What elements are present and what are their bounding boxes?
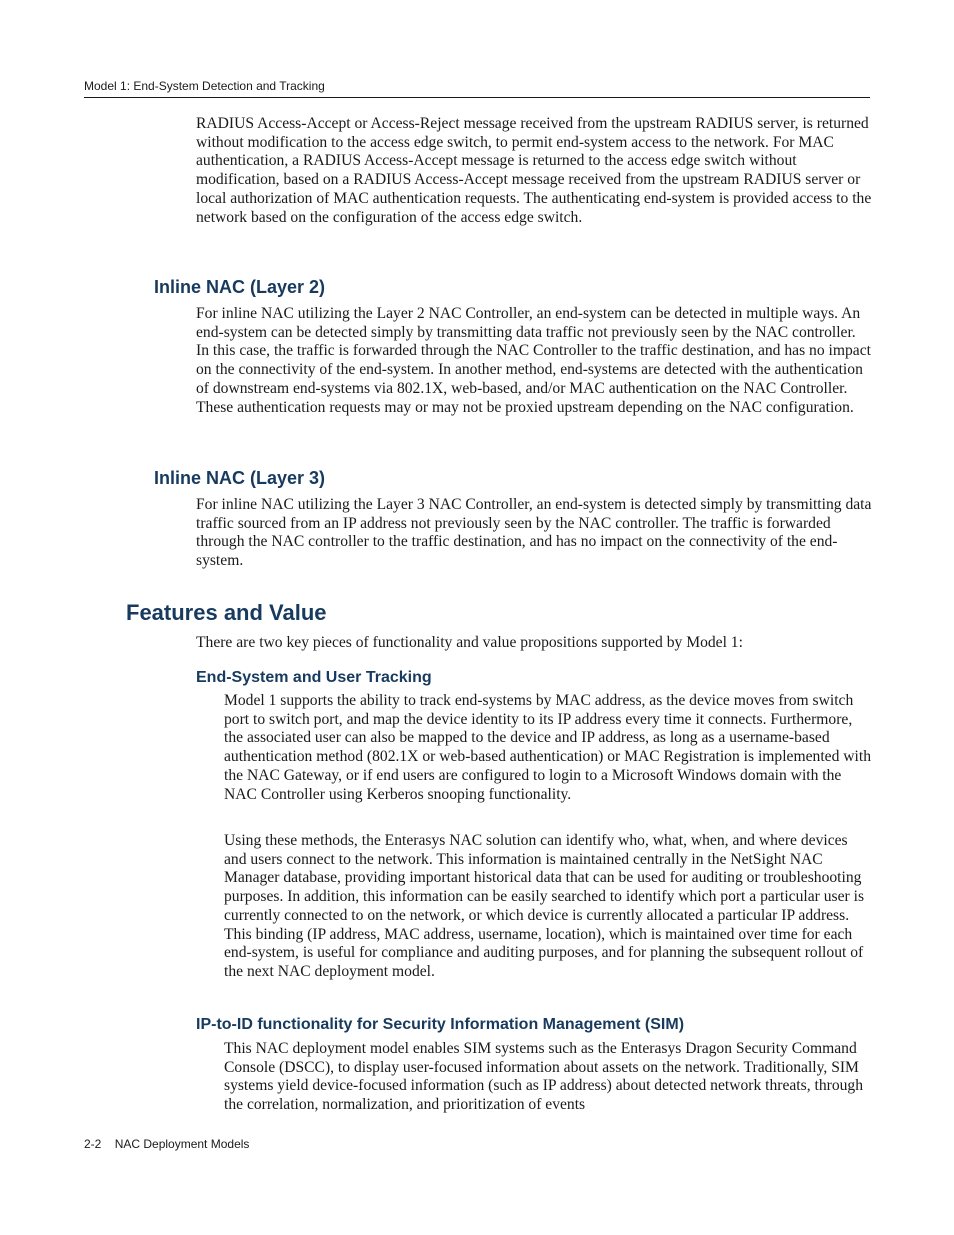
sim-paragraph: This NAC deployment model enables SIM systems such as the Enterasys Dragon Security Command Console (DSCC), to display user-focused information about assets on the network. Traditionally, SIM systems yield device-focused information (such as IP address) about detected network threats, through the correlation, normalization, and prioritization of events: [224, 1040, 864, 1114]
header-divider: [84, 97, 870, 98]
heading-features-and-value: Features and Value: [126, 600, 327, 625]
inline-layer-2-paragraph: For inline NAC utilizing the Layer 2 NAC Controller, an end-system can be detected in multiple ways. An end-system can be detected simply by transmitting data traffic not previously seen by the NAC controller. In this case, the traffic is forwarded through the NAC Controller to the traffic destination, and has no impact on the connectivity of the end-system. In another method, end-systems are detected with the authentication of downstream end-systems via 802.1X, web-based, and/or MAC authentication on the NAC Controller. These authentication requests may or may not be proxied upstream depending on the NAC configuration.: [196, 305, 871, 416]
page-footer: [84, 1137, 249, 1151]
features-intro: There are two key pieces of functionality and value propositions supported by Model 1:: [196, 634, 743, 651]
inline-layer-3-paragraph: For inline NAC utilizing the Layer 3 NAC Controller, an end-system is detected simply by transmitting data traffic sourced from an IP address not previously seen by the NAC controller. The traffic is forwarded through the NAC controller to the traffic destination, and has no impact on the connectivity of the end-system.: [196, 496, 872, 570]
heading-inline-nac-layer-2: Inline NAC (Layer 2): [154, 277, 326, 297]
heading-end-system-user-tracking: End-System and User Tracking: [196, 669, 432, 686]
page-number: 2-2: [84, 1137, 102, 1151]
intro-paragraph: RADIUS Access-Accept or Access-Reject message received from the upstream RADIUS server, is returned without modification to the access edge switch, to permit end-system access to the network. For MAC authentication, a RADIUS Access-Accept message is returned to the access edge switch without modification, based on a RADIUS Access-Accept message received from the upstream RADIUS server or local authorization of MAC authentication requests. The authenticating end-system is provided access to the network based on the configuration of the access edge switch.: [196, 115, 872, 226]
tracking-paragraph-2: Using these methods, the Enterasys NAC solution can identify who, what, when, and where devices and users connect to the network. This information is maintained centrally in the NetSight NAC Manager database, providing important historical data that can be used for auditing or troubleshooting purposes. In addition, this information can be easily searched to identify which port a particular user is currently connected to on the network, or which device is currently allocated a particular IP address. This binding (IP address, MAC address, username, location), which is maintained over time for each end-system, is useful for compliance and auditing purposes, and for planning the subsequent rollout of the next NAC deployment model.: [224, 832, 865, 980]
heading-inline-nac-layer-3: Inline NAC (Layer 3): [154, 468, 326, 488]
running-header: Model 1: End-System Detection and Tracking: [84, 79, 325, 93]
tracking-paragraph-1: Model 1 supports the ability to track end-systems by MAC address, as the device moves from switch port to switch port, and map the device identity to its IP address every time it connects. Furthermore, the associated user can also be mapped to the device and IP address, as long as a username-based authentication method (802.1X or web-based authentication) or MAC Registration is implemented with the NAC Gateway, or if end users are configured to login to a Microsoft Windows domain with the NAC Controller using Kerberos snooping functionality.: [224, 692, 871, 803]
chapter-title: NAC Deployment Models: [114, 1137, 250, 1151]
heading-ip-to-id-sim: IP-to-ID functionality for Security Information Management (SIM): [196, 1016, 685, 1033]
